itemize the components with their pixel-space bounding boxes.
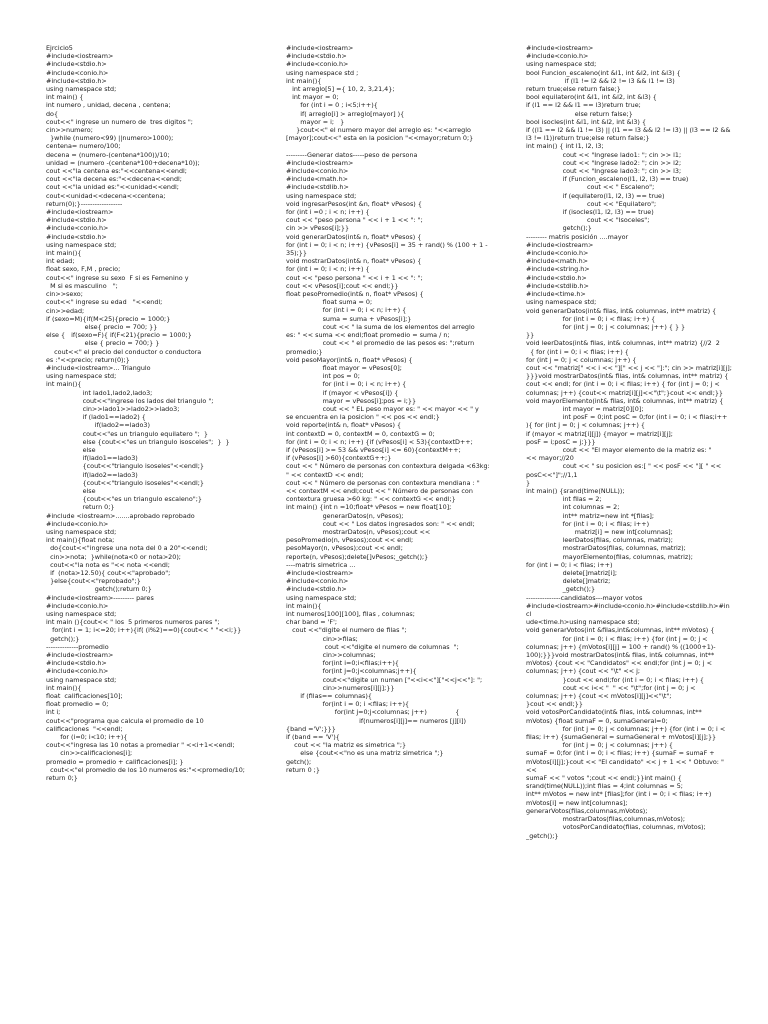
code-line: void ingresarPesos(int &n, float* vPesos) { — [286, 199, 422, 208]
code-line: #include<stdio.h> — [526, 273, 587, 282]
code-line: Ejrcicio5 — [46, 44, 73, 52]
code-line: void mostrarDatos(int& n, float* vPesos) { — [286, 257, 422, 266]
code-line: promedio;} — [286, 347, 323, 356]
code-line: if (equilatero(l1, l2, l3) == true) — [526, 191, 665, 200]
code-line: #include<conio.h> — [46, 224, 109, 233]
code-line: void pesoMayor(int& n, float* vPesos) { — [286, 355, 413, 364]
code-line: mVotos) {float sumaF = 0, sumaGeneral=0; — [526, 716, 668, 725]
code-line: for (int i = 0; i < n; i++) {vPesos[i] = 35 + rand() % (100 + 1 - — [286, 240, 488, 249]
code-line: float calificaciones[10]; — [46, 692, 123, 701]
code-line — [286, 142, 508, 150]
code-line: mayorElemento(filas, columnas, matriz); — [526, 552, 693, 561]
code-line: getch();return 0;} — [46, 585, 152, 594]
text-column-right — [526, 44, 732, 840]
code-line: mVotos) {cout << "Candidatos" << endl;for (int j = 0; j < — [526, 659, 712, 668]
code-line: for (i=0; i<10; i++){ — [46, 733, 128, 742]
code-line: int main (){cout<< " los 5 primeros numeros pares "; — [46, 618, 220, 627]
code-line: float mayor = vPesos[0]; — [286, 363, 402, 372]
code-line: void generarVotos(int &filas,int&columnas, int** mVotos) { — [526, 626, 715, 635]
text-column-middle — [286, 44, 508, 774]
code-line: " << contextD << endl; — [286, 470, 364, 479]
code-line: generarVotos(filas,columnas,mVotos); — [526, 806, 648, 815]
code-line: posC<<"]";//1,1 — [526, 470, 578, 479]
code-line: cout << " el promedio de las pesos es: ";return — [286, 339, 475, 348]
code-line: cin >> vPesos[i];}} — [286, 224, 350, 233]
code-line: cout << " Número de personas con contextura mendiana : " — [286, 478, 480, 487]
code-line: #include<math.h> — [526, 257, 588, 266]
code-line: float sexo, F,M , precio; — [46, 265, 121, 274]
code-line: reporte(n, vPesos);delete[]vPesos;_getch();} — [286, 552, 429, 561]
code-line: #include<conio.h> — [286, 167, 349, 176]
code-line: if (mayor < matriz[i][j]) {mayor = matriz[i][j]; — [526, 429, 673, 438]
code-line: cout << "peso persona " << i + 1 << ": "; — [286, 273, 423, 282]
code-line: float suma = 0; — [286, 298, 373, 307]
code-line: int** matriz=new int *[filas]; — [526, 511, 655, 520]
code-line: for (int i = 0; i < filas; i++) — [526, 519, 650, 528]
code-line: #include<iostream> — [46, 52, 114, 61]
code-line: cout << "Isoceles"; — [526, 216, 650, 225]
code-line: using namespace std; — [286, 191, 357, 200]
code-line: cout << " Los datos ingresados son: " << endl; — [286, 519, 475, 528]
code-line: es: " << suma << endl;float promedio = suma / n; — [286, 331, 450, 340]
code-line: cin>>edad; — [46, 306, 85, 315]
code-line: cout << "Ingrese lado2: "; cin >> l2; — [526, 158, 682, 167]
code-line: contextura gruesa >60 kg: " << contextG << endl;} — [286, 495, 456, 504]
code-line: void votosPorCandidato(int& filas, int& columnas, int** — [526, 708, 702, 717]
code-line: if (Funcion_escaleno(l1, l2, l3) == true) — [526, 175, 689, 184]
code-line: #include<stdlib.h> — [526, 281, 589, 290]
code-line: generarDatos(n, vPesos); — [286, 511, 404, 520]
code-line: mostrarDatos(filas, columnas, matriz); — [526, 544, 686, 553]
code-line: cin>>numeros[i][j];}} — [286, 683, 395, 692]
code-line: {band ='V';}}} — [286, 724, 336, 733]
code-line: sumaF << " votos ";cout << endl;}}int main() { — [526, 774, 682, 783]
code-line: getch(); — [286, 757, 312, 766]
code-line: ----matris simetrica ... — [286, 560, 356, 569]
code-line: for(int j=0;j<columnas; j++) { — [286, 708, 460, 717]
code-line: int pos = 0; — [286, 372, 360, 381]
code-line: cout << " la suma de los elementos del arreglo — [286, 322, 475, 331]
code-line: columnas; j++) {cout << mVotos[i][j]<<"\t"; — [526, 692, 672, 701]
code-line: void reporte(int& n, float* vPesos) { — [286, 421, 402, 430]
code-line: int main(){ — [46, 683, 82, 692]
code-line: int i; — [46, 708, 61, 717]
code-line: int main(){ — [286, 601, 322, 610]
code-line: cout << endl; for (int i = 0; i < filas; i++) { for (int j = 0; j < — [526, 380, 720, 389]
code-line: cout << "Ingrese lado3: "; cin >> l3; — [526, 167, 682, 176]
code-line: mostrarDatos(n, vPesos);cout << — [286, 527, 431, 536]
code-line: cout<<"la nota es "<< nota <<endl; — [46, 560, 170, 569]
code-line: cout<<"es un triangulo equilatero "; } — [46, 429, 208, 438]
code-line: if (sexo=M){if(M<25){precio = 1000;} — [46, 314, 171, 323]
code-line: cout << "El mayor elemento de la matriz es: " — [526, 445, 712, 454]
code-line: getch();} — [526, 224, 592, 233]
code-line: for(int i = 0; i <filas; i++){ — [286, 700, 410, 709]
code-line: cout <<"digite el numero de columnas "; — [286, 642, 459, 651]
code-line: #include<iostream> — [526, 44, 594, 52]
code-line: cout << "Equilatero"; — [526, 199, 657, 208]
code-line: return 0;} — [46, 774, 78, 783]
code-line: {cout<<"triangulo isoseles"<<endl;} — [46, 462, 204, 471]
code-line: if (l1 == l2 && l1 == l3)return true; — [526, 101, 641, 110]
code-line: cout << " su posicion es:[ " << posF << "][ " << — [526, 462, 722, 471]
code-line: 100);}}}void mostrarDatos(int& filas, int& columnas, int** — [526, 651, 715, 660]
code-line: #include<stdlib.h> — [286, 183, 349, 192]
code-line: else { precio = 700;} } — [46, 339, 160, 348]
code-line: delete[]matriz; — [526, 577, 611, 586]
code-line: promedio = promedio + calificaciones[i]; } — [46, 757, 184, 766]
code-line: using namespace std; — [526, 298, 597, 307]
code-line: if (isocles(l1, l2, l3) == true) — [526, 208, 654, 217]
code-line: es :"<<precio; return(0);} — [46, 355, 130, 364]
code-line: if( arreglo[i] > arreglo[mayor] ){ — [286, 109, 405, 118]
code-line: {cout<<"es un triangulo escaleno";} — [46, 495, 202, 504]
code-line: cout<<" ingrese su edad "<<endl; — [46, 298, 163, 307]
code-line: leerDatos(filas, columnas, matriz); — [526, 536, 673, 545]
code-line: int mayor = matriz[0][0]; — [526, 404, 644, 413]
code-line: if (filas== columnas){ — [286, 692, 372, 701]
code-line: mayor = vPesos[i];pos = i;}} — [286, 396, 417, 405]
code-line: #include<stdio.h> — [46, 659, 107, 668]
code-line: if (lado1==lado2) { — [46, 413, 146, 422]
code-line: float promedio = 0; — [46, 700, 109, 709]
code-line: cout<<" ingrese su sexo F si es Femenino y — [46, 273, 189, 282]
code-line: votosPorCandidato(filas, columnas, mVotos); — [526, 823, 706, 832]
code-line: cin>>nota; }while(nota<0 or nota>20); — [46, 552, 181, 561]
code-line: pesoPromedio(n, vPesos);cout << endl; — [286, 536, 414, 545]
code-line: #include<iostream> — [286, 158, 354, 167]
code-line: using namespace std ; — [286, 68, 359, 77]
code-line: using namespace std; — [46, 527, 117, 536]
code-line: int columnas = 2; — [526, 503, 620, 512]
code-line: int lado1,lado2,lado3; — [46, 388, 153, 397]
text-column-left — [46, 44, 266, 782]
code-line: #include<iostream>--------- pares — [46, 593, 154, 602]
code-line: columnas; j++) {cout<< matriz[i][j]<<"\t";}cout << endl;}} — [526, 388, 723, 397]
code-line: _getch();} — [526, 585, 596, 594]
code-line: columnas; j++) {mVotos[i][j] = 100 + rand() % ((1000+1)- — [526, 642, 716, 651]
code-line: void generarDatos(int& filas, int& columnas, int** matriz) { — [526, 306, 717, 315]
code-line: se encuentra en la posicion " << pos << endl;} — [286, 413, 440, 422]
code-line: int main(){float nota; — [46, 536, 115, 545]
code-line: << mayor;//20 — [526, 454, 574, 463]
code-line: { for (int i = 0; i < filas; i++) { — [526, 347, 629, 356]
code-line: int main() { — [46, 93, 84, 102]
code-line: cin>>columnas; — [286, 651, 376, 660]
code-line: getch();} — [46, 634, 80, 643]
code-line: using namespace std; — [46, 240, 117, 249]
code-line: if(lado2==lado3) — [46, 421, 150, 430]
code-line: cout <<"digite el numero de filas "; — [286, 626, 407, 635]
code-line: suma = suma + vPesos[i];} — [286, 314, 412, 323]
code-line: #include<conio.h> — [46, 519, 109, 528]
code-line: #include<conio.h> — [286, 60, 349, 69]
code-line: ---------Generar datos-----peso de persona — [286, 150, 418, 159]
code-line: return 0 ;} — [286, 765, 320, 774]
code-line: #include<conio.h> — [286, 577, 349, 586]
code-line: for (int i = 0; i < filas; i++) {for (int j = 0; j < — [526, 634, 708, 643]
code-line: bool isocles(int &l1, int &l2, int &l3) { — [526, 117, 647, 126]
code-line: int main() {srand(time(NULL)); — [526, 486, 625, 495]
code-line: for (int i = 0; i < n; i++) { — [286, 380, 407, 389]
code-line: else return false;} — [526, 109, 633, 118]
code-line: pesoMayor(n, vPesos);cout << endl; — [286, 544, 403, 553]
code-line: l3 != l1))return true;else return false;} — [526, 134, 650, 143]
code-line: cout<<"digite un numen ["<<i<<"]["<<j<<"]: "; — [286, 675, 483, 684]
code-line: for(int i = 1; i<=20; i++){if( (i%2)==0){cout<< " "<<i;}} — [46, 626, 242, 635]
code-line: unidad = (numero -(centena*100+decena*10)); — [46, 158, 200, 167]
code-line: for (int j = 0; j < columnas; j++) {for (int i = 0; i < — [526, 724, 726, 733]
code-line: mVotos[i] = new int[columnas]; — [526, 798, 628, 807]
code-line: srand(time(NULL));int filas = 4;int columnas = 5; — [526, 782, 683, 791]
code-line: int numero , unidad, decena , centena; — [46, 101, 171, 110]
code-line: #include<conio.h> — [46, 68, 109, 77]
code-line: else { if(sexo=F){ if(F<21){precio = 1000;} — [46, 331, 192, 340]
code-line: void mayorElemento(int& filas, int& columnas, int** matriz) { — [526, 396, 724, 405]
code-line: int filas = 2; — [526, 495, 602, 504]
code-line: using namespace std; — [46, 610, 117, 619]
code-line: void leerDatos(int& filas, int& columnas, int** matriz) {//2 2 — [526, 339, 720, 348]
code-line: int numeros[100][100], filas , columnas; — [286, 610, 415, 618]
code-line: int posF = 0;int posC = 0;for (int i = 0; i < filas;i++ — [526, 413, 728, 422]
code-line: if ((l1 == l2 && l1 != l3) || (l1 == l3 && l2 != l3) || (l3 == l2 && — [526, 126, 731, 135]
code-line: #include<iostream> — [46, 651, 114, 660]
code-line: columnas; j++) {cout << "\t" << j; — [526, 667, 641, 676]
code-line: for (int i = 0; i < n; i++) {if (vPesos[i] < 53){contextD++; — [286, 437, 473, 446]
code-line: }while (numero<99) ||numero>1000); — [46, 134, 174, 143]
code-line: cout<<" el precio del conductor o conductora — [46, 347, 202, 356]
code-line: ude<time.h>using namespace std; — [526, 618, 640, 627]
code-line: if (band == 'V'){ — [286, 733, 340, 742]
code-line: #include<stdio.h> — [46, 232, 107, 241]
code-line: #include<conio.h> — [526, 249, 589, 258]
code-line: for (int i = 0; i < n; i++) { — [286, 306, 407, 315]
code-line: cin>>sexo; — [46, 290, 83, 299]
code-line: #include<iostream>#include<conio.h>#include<stdlib.h>#incl — [526, 601, 730, 619]
code-line: int main(){ — [286, 76, 322, 85]
code-line: char band = 'F'; — [286, 618, 337, 627]
code-line: using namespace std; — [46, 372, 117, 381]
code-line: delete[]matriz[i]; — [526, 569, 618, 577]
code-line: }else{cout<<"reprobado";} — [46, 577, 141, 586]
code-line: [mayor];cout<<" esta en la posicion "<<mayor;return 0;} — [286, 134, 474, 143]
code-line: for(int j=0;j<columnas;j++){ — [286, 667, 417, 676]
code-line: else {cout<<"no es una matriz simetrica ";} — [286, 749, 444, 758]
code-line: cout << "matriz[" << i << "][" << j << "]:"; cin >> matriz[i][j]; — [526, 363, 732, 372]
code-line: for (int i = 0; i < n; i++) { — [286, 265, 370, 274]
code-line: using namespace std; — [46, 85, 117, 94]
code-line: cout <<"la decena es:"<<decena<<endl; — [46, 175, 182, 184]
code-line: do{ — [46, 109, 59, 118]
code-line: #include<math.h> — [286, 175, 348, 184]
code-line: cout << "peso persona " << i + 1 << ": "; — [286, 216, 423, 225]
code-line: for (int j = 0; j < columnas; j++) { — [526, 355, 637, 364]
code-line: bool Funcion_escaleno(int &l1, int &l2, int &l3) { — [526, 68, 681, 77]
code-line: posF = i;posC = j;}}} — [526, 437, 596, 446]
code-line: cout<<"programa que calcula el promedio de 10 — [46, 716, 204, 725]
code-line: #include<iostream> — [526, 240, 594, 249]
code-line: cout << i<< " " << "\t";for (int j = 0; j < — [526, 683, 696, 692]
code-line: return true;else return false;} — [526, 85, 621, 94]
code-line: #include<conio.h> — [46, 667, 109, 676]
code-line: 35);}} — [286, 249, 307, 258]
code-line: #include<iostream>... Triangulo — [46, 363, 151, 372]
code-line: #include<stdio.h> — [286, 52, 347, 61]
code-line: if (mayor < vPesos[i]) { — [286, 388, 399, 397]
code-line: int arreglo[5] ={ 10, 2, 3,21,4}; — [286, 85, 395, 94]
code-line: else — [46, 486, 96, 495]
code-line: cin>>calificaciones[i]; — [46, 749, 133, 758]
code-line: cout<<"el promedio de los 10 numeros es:"<<promedio/10; — [46, 765, 245, 774]
code-line: return 0;} — [46, 503, 115, 512]
code-line: else{ precio = 700; }} — [46, 322, 158, 331]
code-line: if(lado2==lado3) — [46, 470, 138, 479]
code-line: if (l1 != l2 && l2 != l3 && l1 != l3) — [526, 76, 675, 85]
code-line: for (int i = 0; i < filas; i++) { — [526, 314, 656, 323]
code-line: int main(){ — [46, 380, 82, 389]
code-line: #include<string.h> — [526, 265, 590, 274]
code-line: bool equilatero(int &l1, int &l2, int &l3) { — [526, 93, 657, 102]
code-line: for (int i = 0 ; i<5;i++){ — [286, 101, 378, 110]
code-line: cout << " Escaleno"; — [526, 183, 655, 192]
code-line: if(numeros[i][j]== numeros [j][i]) — [286, 716, 466, 725]
code-line: #include<time.h> — [526, 290, 586, 299]
code-line: M si es masculino "; — [46, 281, 118, 290]
code-line: cout << "Ingrese lado1: "; cin >> l1; — [526, 150, 682, 159]
code-line: #include<stdio.h> — [46, 76, 107, 85]
code-line: << contextM << endl;cout << " Número de personas con — [286, 486, 473, 495]
code-line: #include<conio.h> — [526, 52, 589, 61]
code-line: calificaciones "<<endl; — [46, 724, 123, 733]
code-line: sumaF = 0;for (int i = 0; i < filas; i++) {sumaF = sumaF + — [526, 749, 715, 758]
code-line: for(int i=0;i<filas;i++){ — [286, 659, 399, 668]
code-line: cout<<"ingrese los lados del triangulo "; — [46, 396, 214, 405]
code-line: decena = (numero-(centena*100))/10; — [46, 150, 170, 159]
code-line: for (int j = 0; j < columnas; j++) { } } — [526, 322, 686, 331]
code-line: using namespace std; — [526, 60, 597, 69]
code-line: #include<stdio.h> — [46, 216, 107, 225]
code-line: for (int i =0 ; i < n; i++) { — [286, 208, 370, 217]
code-line: #include<stdio.h> — [286, 585, 347, 594]
code-line: ---------------candidatos---mayor votos — [526, 593, 643, 602]
code-line: int mayor = 0; — [286, 93, 339, 102]
code-line: cin>>numero; — [46, 126, 93, 135]
code-line: int contextD = 0, contextM = 0, contextG = 0; — [286, 429, 435, 438]
code-line: void generarDatos(int& n, float* vPesos) { — [286, 232, 422, 241]
code-line: }cout<<" el numero mayor del arreglo es: "<<arreglo — [286, 126, 471, 135]
code-line: using namespace std; — [46, 675, 117, 684]
code-line: --------------promedio — [46, 642, 109, 651]
code-line: cout <<"la unidad es:"<<unidad<<endl; — [46, 183, 179, 192]
code-line: mVotos[i][j];}cout << "El candidato" << j + 1 << " Obtuvo: " << — [526, 757, 726, 774]
code-line: cin>>lado1>>lado2>>lado3; — [46, 404, 180, 413]
code-line: }}}void mostrarDatos(int& filas, int& columnas, int** matriz) { — [526, 372, 729, 381]
code-line: for (int j = 0; j < columnas; j++) { — [526, 741, 673, 750]
code-line: int main(){ — [46, 249, 82, 258]
code-line: if(lado1==lado3) — [46, 454, 138, 463]
code-line: if (vPesos[i] >= 53 && vPesos[i] <= 60){contextM++; — [286, 445, 461, 454]
code-line: #include<conio.h> — [46, 601, 109, 610]
code-line: if (vPesos[i] >60){contextG++;} — [286, 454, 392, 463]
code-line: float pesoPromedio(int& n, float* vPesos) { — [286, 290, 424, 299]
code-line: #include<iostream> — [286, 568, 354, 577]
code-line: return(0);}------------------ — [46, 199, 123, 208]
code-line: ){ for (int j = 0; j < columnas; j++) { — [526, 421, 645, 430]
code-line: #include <iostream>.......aprobado reprobado — [46, 511, 195, 520]
code-line: cout << vPesos[i];cout << endl;}} — [286, 281, 399, 290]
code-line: if (nota>12.50){ cout<<"aprobado"; — [46, 569, 171, 577]
code-line: int** mVotos = new int* [filas];for (int i = 0; i < filas; i++) — [526, 790, 712, 799]
code-line: cout <<"la centena es:"<<centena<<endl; — [46, 167, 187, 176]
code-line: }} — [526, 331, 535, 340]
code-line: else {cout<<"es un triangulo isosceles"; } } — [46, 437, 230, 446]
code-line: cout << " EL peso mayor es: " << mayor << " y — [286, 404, 479, 413]
code-line: _getch();} — [526, 831, 559, 840]
code-line: do{cout<<"ingrese una nota del 0 a 20"<<endl; — [46, 544, 208, 553]
code-line: matriz[i] = new int[columnas]; — [526, 527, 673, 536]
code-line: }cout << endl;}} — [526, 700, 583, 709]
code-line: } — [526, 478, 531, 487]
code-line: #include<iostream> — [46, 208, 114, 217]
code-line: mostrarDatos(filas,columnas,mVotos); — [526, 815, 686, 824]
code-line: filas; i++) {sumaGeneral = sumaGeneral + mVotos[i][j];}} — [526, 733, 717, 742]
code-line: cin>>filas; — [286, 634, 358, 643]
code-line: mayor = i; } — [286, 117, 345, 126]
code-line: int edad; — [46, 257, 75, 266]
code-line: cout << " Número de personas con contextura delgada <63kg: — [286, 462, 490, 471]
code-line: int main() {int n =10;float* vPesos = new float[10]; — [286, 503, 452, 512]
code-line: }cout << endl;for (int i = 0; i < filas; i++) { — [526, 675, 704, 684]
code-line: {cout<<"triangulo isoseles"<<endl;} — [46, 478, 204, 487]
code-line: cout<<unidad<<decena<<centena; — [46, 191, 166, 200]
code-line: cout<<" ingrese un numero de tres digitos "; — [46, 117, 193, 126]
code-line: else — [46, 445, 96, 454]
code-line: #include<iostream> — [286, 44, 354, 52]
code-line: using namespace std; — [286, 593, 357, 602]
code-line: centena= numero/100; — [46, 142, 121, 151]
code-line: cout << "la matriz es simetrica ";} — [286, 741, 407, 750]
code-line: int main() { int l1, l2, l3; — [526, 142, 604, 151]
code-line: cout<<"ingresa las 10 notas a promediar " <<i+1<<endl; — [46, 741, 235, 750]
code-line: --------- matris posición ....mayor — [526, 232, 629, 241]
code-line: for (int i = 0; i < filas; i++) — [526, 560, 613, 569]
code-line: #include<stdio.h> — [46, 60, 107, 69]
